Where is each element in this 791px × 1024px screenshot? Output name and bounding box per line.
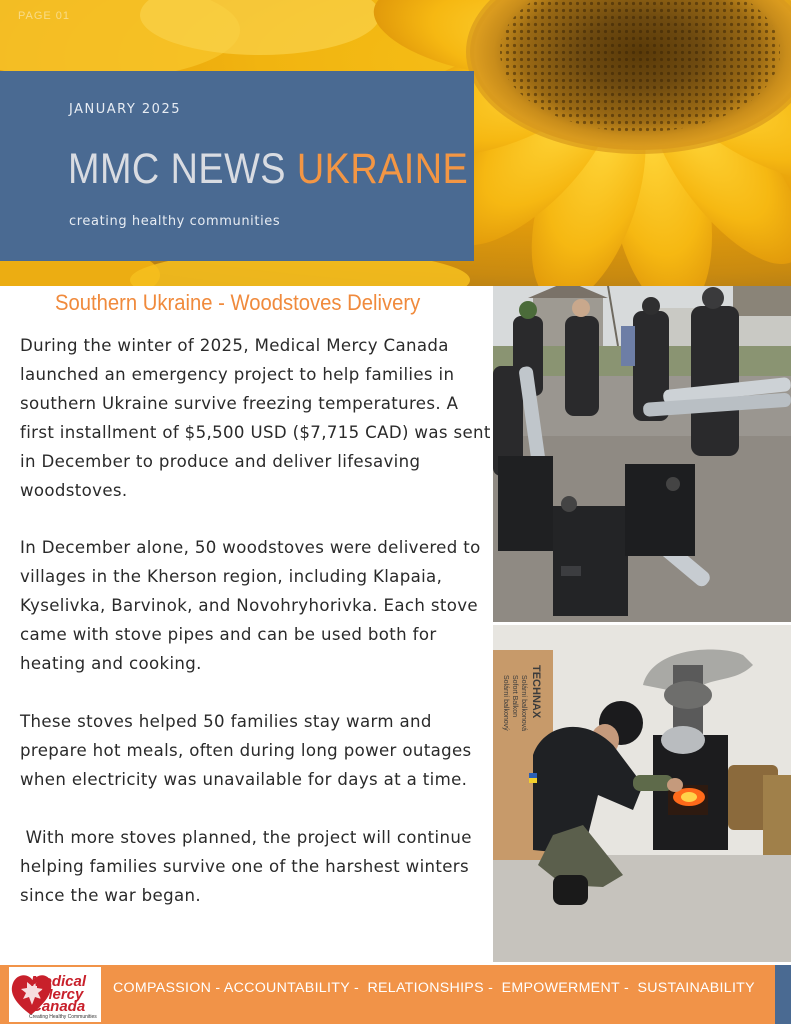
logo-text-slogan: Creating Healthy Communities bbox=[29, 1014, 97, 1020]
svg-text:Sofort Balkon: Sofort Balkon bbox=[511, 675, 518, 718]
sunflower-banner bbox=[0, 0, 791, 286]
issue-date: JANUARY 2025 bbox=[69, 102, 181, 117]
title-ukraine: UKRAINE bbox=[296, 145, 469, 193]
article-body bbox=[20, 332, 492, 939]
footer-accent-edge bbox=[775, 965, 791, 1024]
man-lighting-stove-image bbox=[493, 625, 791, 962]
article-paragraph-1: During the winter of 2025, Medical Mercy Canada launched an emergency project to help families in southern Ukraine survive freezing temperatures. A first installment of $5,500 USD ($7,715 CAD) was sent in December to produce and deliver lifesaving woodstoves. bbox=[20, 336, 491, 500]
woodstove-distribution-image bbox=[493, 286, 791, 622]
logo-text-mercy: Mercy bbox=[40, 986, 84, 1003]
tagline: creating healthy communities bbox=[69, 214, 281, 229]
medical-mercy-canada-logo bbox=[9, 967, 101, 1022]
core-values: COMPASSION - ACCOUNTABILITY - RELATIONSHIPS - EMPOWERMENT - SUSTAINABILITY bbox=[113, 980, 755, 996]
article-title: Southern Ukraine - Woodstoves Delivery bbox=[55, 290, 421, 315]
newsletter-title-box bbox=[0, 71, 474, 261]
title-mmc-news: MMC NEWS bbox=[68, 145, 286, 193]
svg-text:Solární balkonová: Solární balkonová bbox=[520, 675, 527, 732]
logo-text-medical: Medical bbox=[31, 973, 87, 990]
photo-man-lighting-stove bbox=[493, 625, 791, 962]
article-paragraph-4: With more stoves planned, the project will continue helping families survive one of the harshest winters since the war began. bbox=[20, 827, 478, 905]
page-number: PAGE 01 bbox=[18, 10, 71, 22]
svg-text:TECHNAX: TECHNAX bbox=[530, 665, 542, 719]
logo-text-canada: Canada bbox=[31, 998, 86, 1015]
svg-text:Solární balkonový: Solární balkonový bbox=[502, 675, 509, 731]
newsletter-title bbox=[68, 145, 468, 194]
article-paragraph-3: These stoves helped 50 families stay warm and prepare hot meals, often during long power outages when electricity was unavailable for days at a time. bbox=[20, 711, 472, 789]
footer-bar bbox=[0, 965, 791, 1024]
article-paragraph-2: In December alone, 50 woodstoves were delivered to villages in the Kherson region, including Klapaia, Kyselivka, Barvinok, and Novohryhorivka. Each stove came with stove pipes and can be used both for heating and cooking. bbox=[20, 538, 481, 674]
photo-woodstove-distribution bbox=[493, 286, 791, 622]
